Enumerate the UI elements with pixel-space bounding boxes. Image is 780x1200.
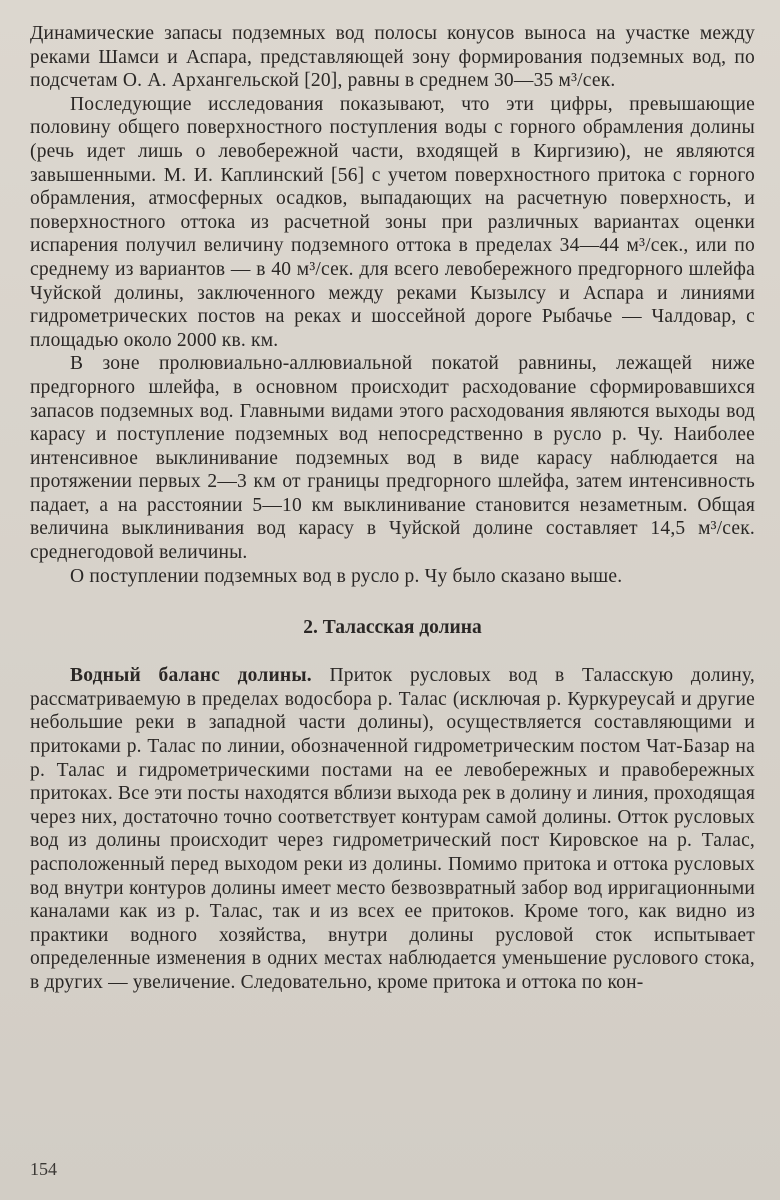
paragraph-2: Последующие исследования показывают, что эти цифры, превышающие половину общего поверхностного поступления воды с горного обрамления долины (речь идет лишь о левобережной части, входящей в Киргизию), не являются завышенными. М. И. Каплинский [56] с учетом поверхностного притока с горного обрамления, атмосферных осадков, выпадающих на расчетную поверхность, и поверхностного оттока из расчетной зоны при различных вариантах оценки испарения получил величину подземного оттока в пределах 34—44 м³/сек., или по среднему из вариантов — в 40 м³/сек. для всего левобережного предгорного шлейфа Чуйской долины, заключенного между реками Кызылсу и Аспара и линиями гидрометрических постов на реках и шоссейной дороге Рыбачье — Чалдовар, с площадью около 2000 кв. км. — [30, 93, 755, 351]
paragraph-3: В зоне пролювиально-аллювиальной покатой равнины, лежащей ниже предгорного шлейфа, в основном происходит расходование сформировавшихся запасов подземных вод. Главными видами этого расходования являются выходы вод карасу и поступление подземных вод непосредственно в русло р. Чу. Наиболее интенсивное выклинивание подземных вод в виде карасу наблюдается на протяжении первых 2—3 км от границы предгорного шлейфа, затем интенсивность падает, а на расстоянии 5—10 км выклинивание становится незаметным. Общая величина выклинивания вод карасу в Чуйской долине составляет 14,5 м³/сек. среднегодовой величины. — [30, 353, 755, 564]
paragraph-water-balance-text: Приток русловых вод в Таласскую долину, рассматриваемую в пределах водосбора р. Талас (исключая р. Куркуреусай и другие небольшие реки в западной части долины), осуществляется составляющими и притоками р. Талас по линии, обозначенной гидрометрическим постом Чат-Базар на р. Талас и гидрометрическими постами на ее левобережных и правобережных притоках. Все эти посты находятся вблизи выхода рек в долину и линия, проходящая через них, достаточно точно соответствует контурам самой долины. Отток русловых вод из долины происходит через гидрометрический пост Кировское на р. Талас, расположенный перед выходом реки из долины. Помимо притока и оттока русловых вод внутри контуров долины имеет место безвозвратный забор вод ирригационными каналами как из р. Талас, так и из всех ее притоков. Кроме того, как видно из практики водного хозяйства, внутри долины русловой сток испытывает определенные изменения в одних местах наблюдается уменьшение руслового стока, в других — увеличение. Следовательно, кроме притока и оттока по кон- — [30, 665, 755, 993]
page-number: 154 — [30, 1159, 57, 1179]
paragraph-4: О поступлении подземных вод в русло р. Чу было сказано выше. — [70, 565, 623, 587]
paragraph-1: Динамические запасы подземных вод полосы конусов выноса на участке между реками Шамси и Аспара, представляющей зону формирования подземных вод, по подсчетам О. А. Архангельской [20], равны в среднем 30—35 м³/сек. — [30, 23, 755, 92]
section-heading: 2. Таласская долина — [303, 617, 482, 639]
run-in-heading: Водный баланс долины. — [70, 665, 312, 687]
paragraph-water-balance — [30, 664, 755, 994]
page-body — [30, 22, 755, 995]
